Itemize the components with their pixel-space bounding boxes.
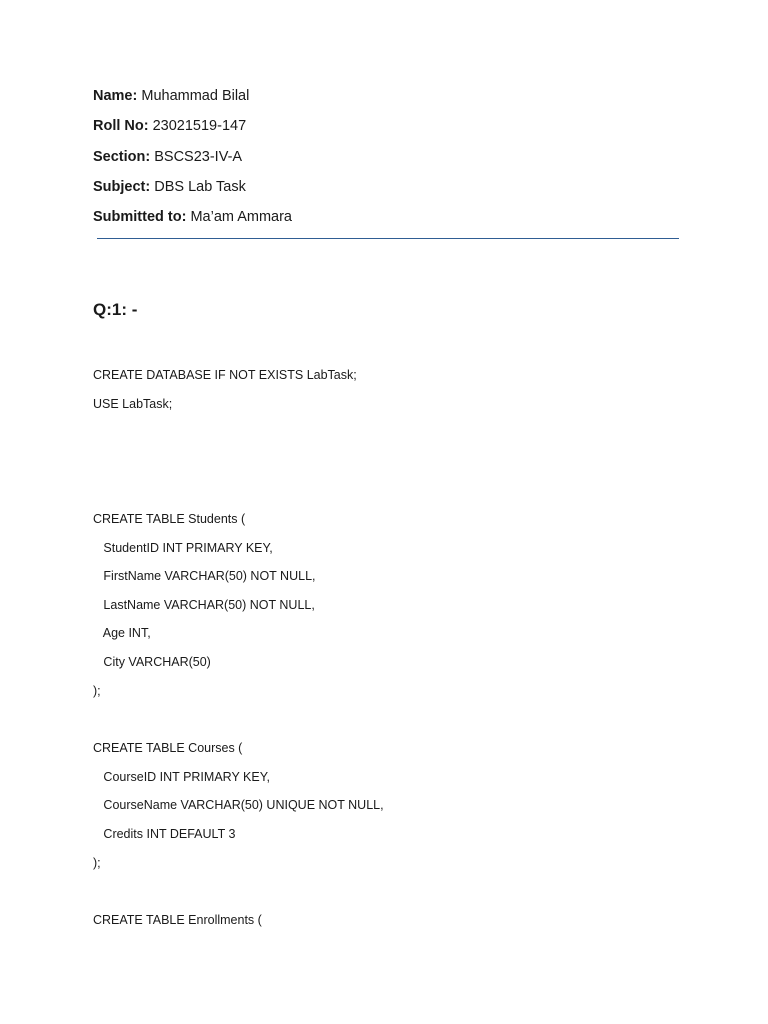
code-line-8: City VARCHAR(50) [93, 655, 211, 669]
header-divider [97, 238, 679, 239]
subject-line [93, 178, 246, 196]
code-line-14: ); [93, 856, 101, 870]
submitted-to-value: Ma’am Ammara [190, 209, 292, 225]
name-label: Name: [93, 88, 138, 104]
code-line-2: USE LabTask; [93, 397, 173, 411]
code-line-1: CREATE DATABASE IF NOT EXISTS LabTask; [93, 368, 357, 382]
code-line-11: CourseID INT PRIMARY KEY, [93, 770, 270, 784]
code-line-4: StudentID INT PRIMARY KEY, [93, 541, 273, 555]
submitted-to-label: Submitted to: [93, 209, 187, 225]
code-line-10: CREATE TABLE Courses ( [93, 741, 243, 755]
code-line-7: Age INT, [93, 626, 151, 640]
roll-line [93, 117, 246, 135]
section-label: Section: [93, 149, 151, 165]
code-line-13: Credits INT DEFAULT 3 [93, 827, 236, 841]
code-line-15: CREATE TABLE Enrollments ( [93, 913, 262, 927]
code-line-12: CourseName VARCHAR(50) UNIQUE NOT NULL, [93, 798, 384, 812]
subject-label: Subject: [93, 179, 151, 195]
roll-label: Roll No: [93, 118, 149, 134]
section-value: BSCS23-IV-A [154, 149, 243, 165]
section-line [93, 148, 242, 166]
code-line-9: ); [93, 684, 101, 698]
roll-value: 23021519-147 [152, 118, 247, 134]
question-title: Q:1: - [93, 300, 138, 319]
name-value: Muhammad Bilal [141, 88, 250, 104]
name-line [93, 87, 249, 105]
subject-value: DBS Lab Task [154, 179, 246, 195]
code-line-6: LastName VARCHAR(50) NOT NULL, [93, 598, 315, 612]
code-line-5: FirstName VARCHAR(50) NOT NULL, [93, 569, 316, 583]
code-line-3: CREATE TABLE Students ( [93, 512, 246, 526]
submitted-to-line [93, 208, 292, 226]
